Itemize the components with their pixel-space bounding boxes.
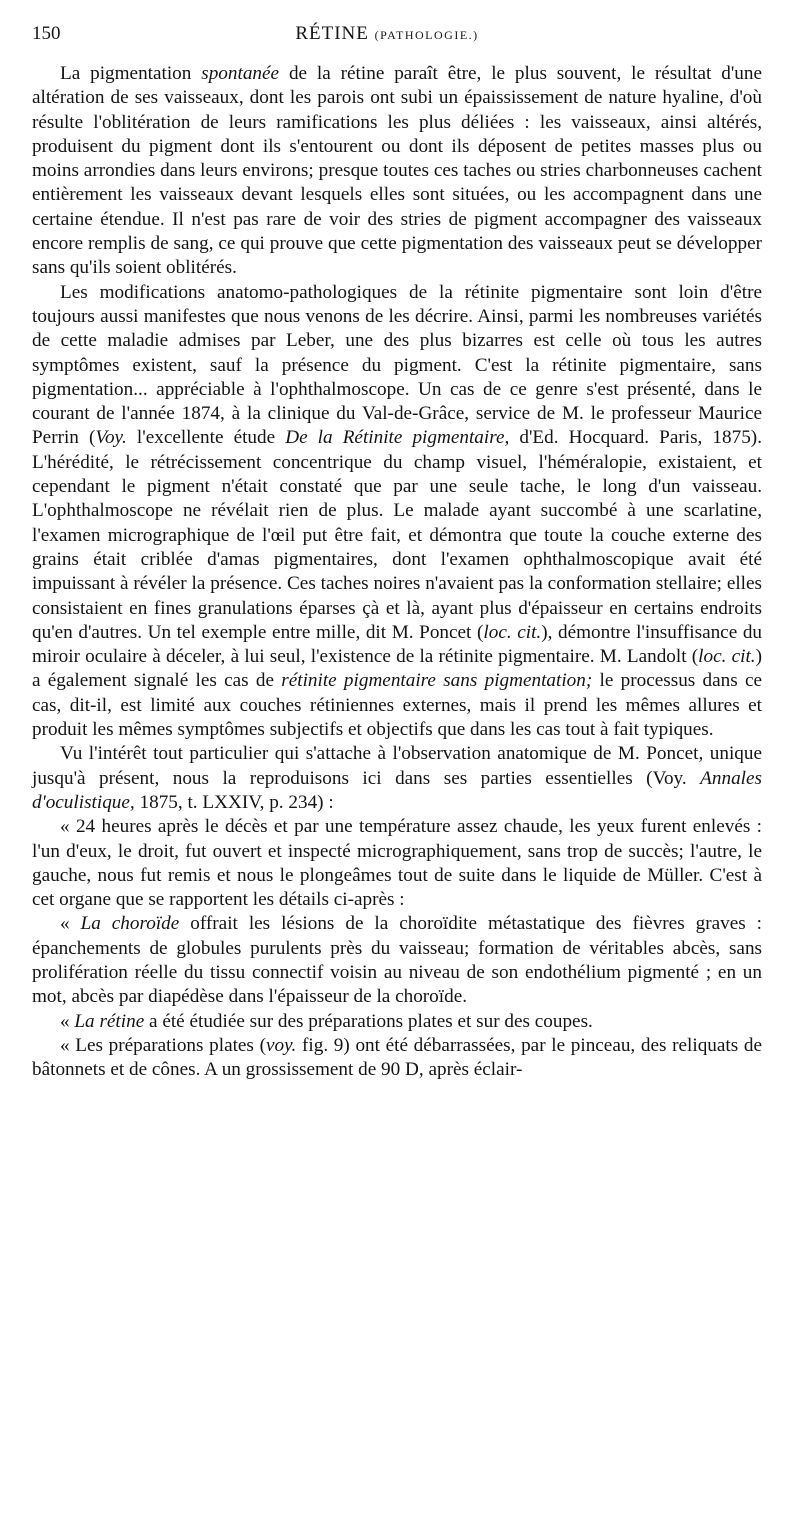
text-run: d'Ed. Hocquard. Paris, 1875). L'hérédité, le rétrécissement concentrique du champ visuel, l'héméralopie, existaient, et cependant le pigment n'était constaté que par une seule tache, le long d'un vaisseau. L'ophthalmoscope ne révélait rien de plus. Le malade ayant succombé à une scarlatine, l'examen micrographique de l'œil put être fait, et démontra que toute la couche externe des grains était criblée d'amas pigmentaires, dont l'examen ophthalmoscopique avait été impuissant à révéler la présence. Ces taches noires n'avaient pas la conformation stellaire; elles consistaient en fines granulations éparses çà et là, ayant plus d'épaisseur en certains endroits qu'en d'autres. Un tel exemple entre mille, dit M. Poncet ( [32, 427, 762, 643]
italic-text: loc. cit. [698, 646, 756, 668]
paragraph [32, 742, 762, 815]
text-run: de la rétine paraît être, le plus souvent, le résultat d'une altération de ses vaisseaux, dont les parois ont subi un épaississement de nature hyaline, d'où résulte l'oblitération de leurs ramifications les plus déliées : les vaisseaux, ainsi altérés, produisent du pigment dont ils s'entourent ou dont ils déposent de petites masses plus ou moins arrondies dans leurs environs; presque toutes ces taches ou stries charbonneuses cachent entièrement les vaisseaux devant lesquels elles sont situées, ou les accompagnent dans une certaine étendue. Il n'est pas rare de voir des stries de pigment accompagner des vaisseaux encore remplis de sang, ce qui prouve que cette pigmentation des vaisseaux peut se développer sans qu'ils soient oblitérés. [32, 63, 762, 279]
italic-text: spontanée [201, 63, 280, 84]
italic-text: De la Rétinite pigmentaire, [285, 427, 510, 449]
text-run: a été étudiée sur des préparations plates et sur des coupes. [144, 1010, 593, 1032]
running-header [32, 22, 762, 62]
page-number: 150 [32, 23, 61, 44]
italic-text: La rétine [74, 1010, 145, 1032]
italic-text: La choroïde [80, 913, 180, 935]
paragraph [32, 281, 762, 743]
text-run: La pigmentation [60, 63, 202, 84]
italic-text: Voy. [95, 427, 127, 449]
quote-paragraph [32, 1010, 762, 1034]
text-run: ), démontre l'insuffisance du miroir oculaire à déceler, à lui seul, l'existence de la rétinite pigmentaire. M. Landolt ( [32, 621, 763, 668]
text-run: le processus dans ce cas, dit-il, est limité aux couches rétiniennes externes, mais il prend les mêmes allures et produit les mêmes symptômes subjectifs et objectifs que dans les cas tout à fait typiques. [32, 670, 762, 741]
running-title-main: RÉTINE [295, 23, 369, 44]
text-run: Vu l'intérêt tout particulier qui s'attache à l'observation anatomique de M. Poncet, unique jusqu'à présent, nous la reproduisons ici dans ses parties essentielles (Voy. [32, 743, 762, 789]
quote-paragraph [32, 815, 762, 912]
running-title [82, 22, 762, 47]
quote-paragraph [32, 1034, 762, 1083]
text-run: « [60, 1010, 75, 1032]
quote-paragraph [32, 912, 762, 1009]
italic-text: loc. cit. [483, 621, 542, 643]
italic-text: rétinite pigmentaire sans pigmentation; [281, 670, 593, 692]
text-run: l'excellente étude [126, 427, 286, 449]
text-run: « Les préparations plates ( [60, 1034, 266, 1056]
text-run: ) a également signalé les cas de [32, 646, 762, 692]
text-run: « [60, 913, 81, 935]
text-run: 1875, t. LXXIV, p. 234) : [134, 791, 334, 813]
paragraph [32, 62, 762, 281]
italic-text: Annales d'oculistique, [32, 767, 762, 813]
text-run: Les modifications anatomo-pathologiques de la rétinite pigmentaire sont loin d'être toujours aussi manifestes que nous venons de les décrire. Ainsi, parmi les nombreuses variétés de cette maladie admises par Leber, une des plus bizarres est celle où tous les autres symptômes existent, sauf la présence du pigment. C'est la rétinite pigmentaire, sans pigmentation... appréciable à l'ophthalmoscope. Un cas de ce genre s'est présenté, dans le courant de l'année 1874, à la clinique du Val-de-Grâce, service de M. le professeur Maurice Perrin ( [32, 281, 762, 449]
body-text [32, 62, 762, 1082]
running-title-section: (PATHOLOGIE.) [374, 28, 479, 42]
text-run: fig. 9) ont été débarrassées, par le pinceau, des reliquats de bâtonnets et de cônes. A un grossissement de 90 D, après éclair- [32, 1034, 762, 1081]
text-run: « 24 heures après le décès et par une température assez chaude, les yeux furent enlevés : l'un d'eux, le droit, fut ouvert et inspecté micrographiquement, sans trop de succès; l'autre, le gauche, nous fut remis et nous le plongeâmes tout de suite dans le liquide de Müller. C'est à cet organe que se rapportent les détails ci-après : [32, 816, 762, 911]
italic-text: voy. [265, 1034, 297, 1056]
text-run: offrait les lésions de la choroïdite métastatique des fièvres graves : épanchements de globules purulents près du vaisseau; formation de véritables abcès, sans prolifération réelle du tissu connectif voisin au niveau de son endothélium pigmenté ; en un mot, abcès par diapédèse dans l'épaisseur de la choroïde. [32, 913, 762, 1008]
